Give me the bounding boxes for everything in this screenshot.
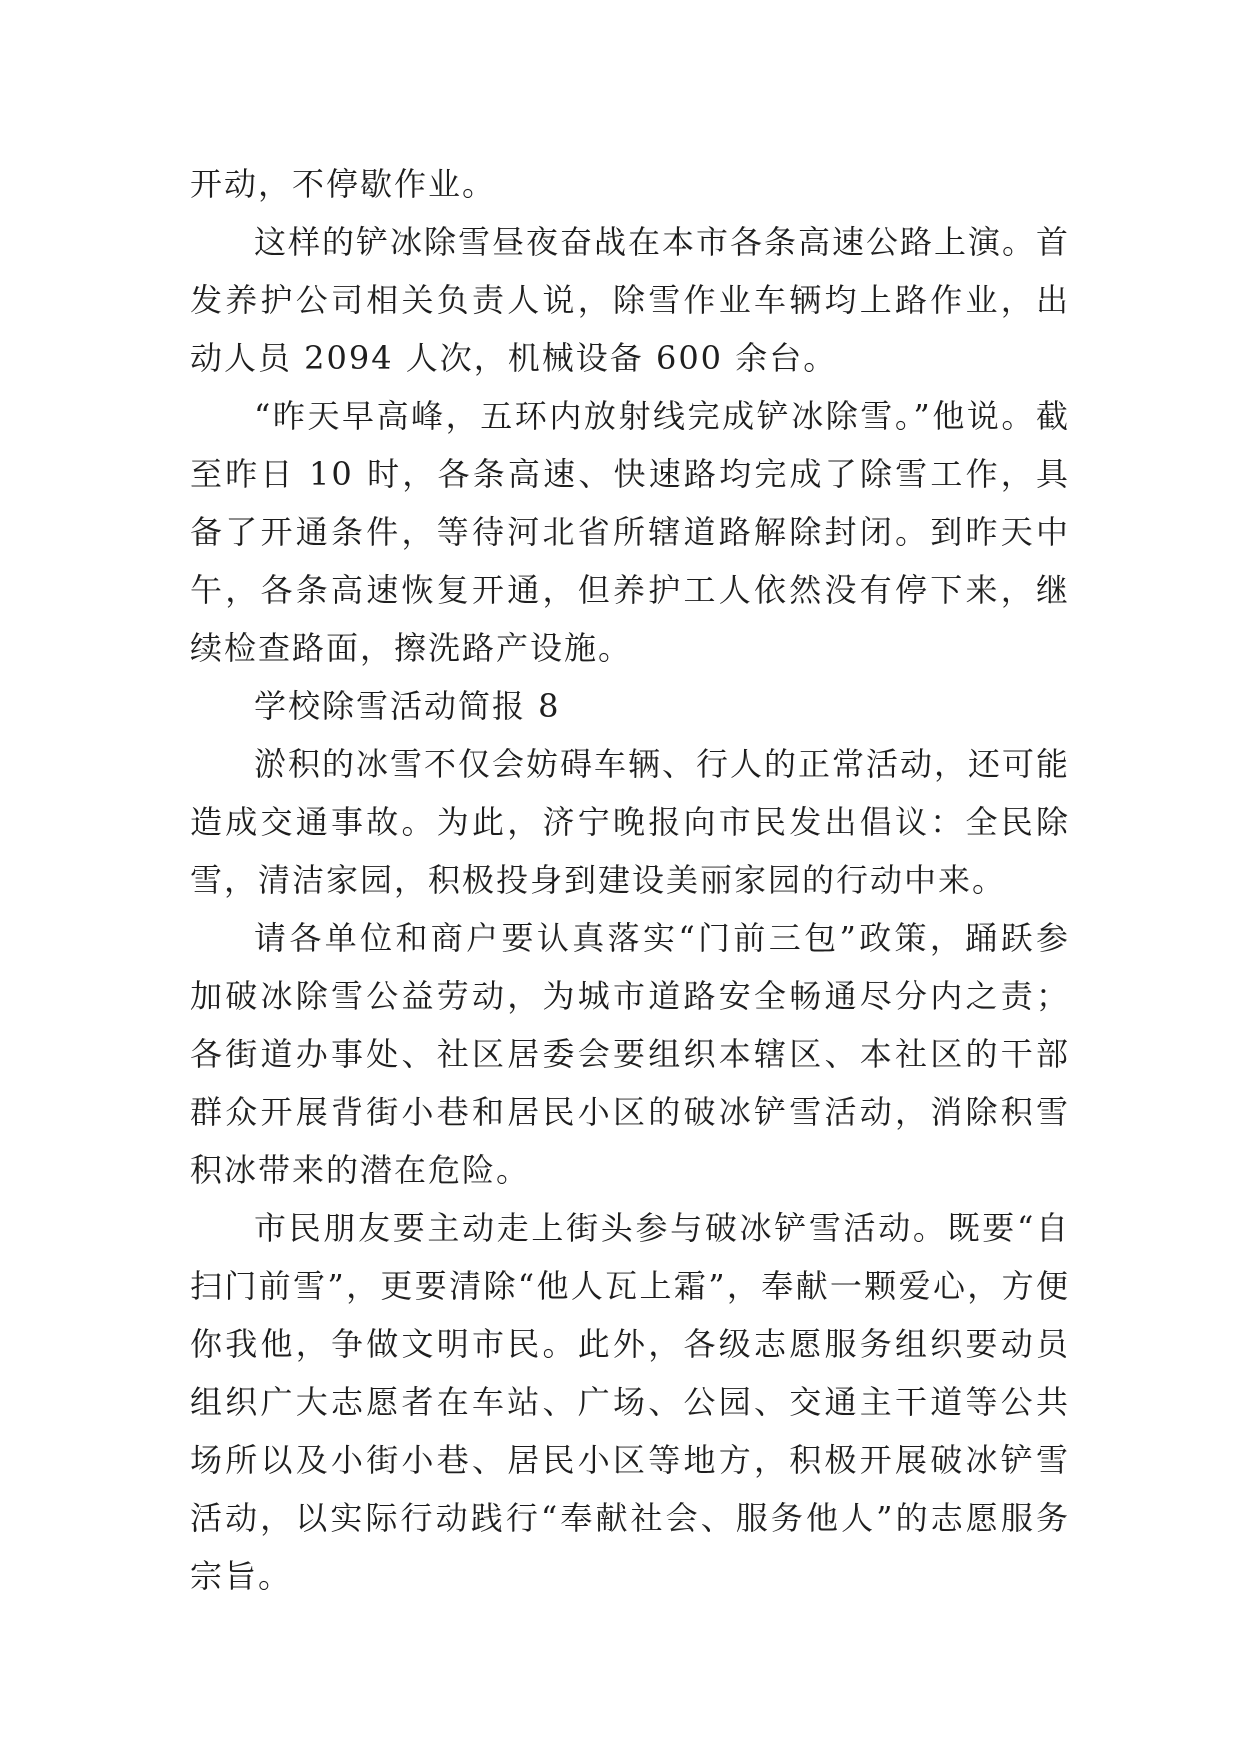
document-body (190, 155, 1070, 1605)
paragraph-morning-peak: “昨天早高峰，五环内放射线完成铲冰除雪。”他说。截至昨日 10 时，各条高速、快速路均完成了除雪工作，具备了开通条件，等待河北省所辖道路解除封闭。到昨天中午，各条高速恢复开通，但养护工人依然没有停下来，继续检查路面，擦洗路产设施。 (190, 397, 1070, 667)
paragraph-continuation: 开动，不停歇作业。 (190, 165, 497, 203)
section-heading: 学校除雪活动简报 8 (254, 687, 561, 725)
paragraph-units-and-merchants: 请各单位和商户要认真落实“门前三包”政策，踊跃参加破冰除雪公益劳动，为城市道路安全畅通尽分内之责；各街道办事处、社区居委会要组织本辖区、本社区的干部群众开展背街小巷和居民小区的破冰铲雪活动，消除积雪积冰带来的潜在危险。 (190, 919, 1070, 1189)
paragraph-initiative: 淤积的冰雪不仅会妨碍车辆、行人的正常活动，还可能造成交通事故。为此，济宁晚报向市民发出倡议：全民除雪，清洁家园，积极投身到建设美丽家园的行动中来。 (190, 745, 1071, 899)
paragraph-citizens: 市民朋友要主动走上街头参与破冰铲雪活动。既要“自扫门前雪”，更要清除“他人瓦上霜”，奉献一颗爱心，方便你我他，争做文明市民。此外，各级志愿服务组织要动员组织广大志愿者在车站、广场、公园、交通主干道等公共场所以及小街小巷、居民小区等地方，积极开展破冰铲雪活动，以实际行动践行“奉献社会、服务他人”的志愿服务宗旨。 (190, 1209, 1070, 1595)
paragraph-highway-snow-removal: 这样的铲冰除雪昼夜奋战在本市各条高速公路上演。首发养护公司相关负责人说，除雪作业车辆均上路作业，出动人员 2094 人次，机械设备 600 余台。 (190, 223, 1071, 377)
